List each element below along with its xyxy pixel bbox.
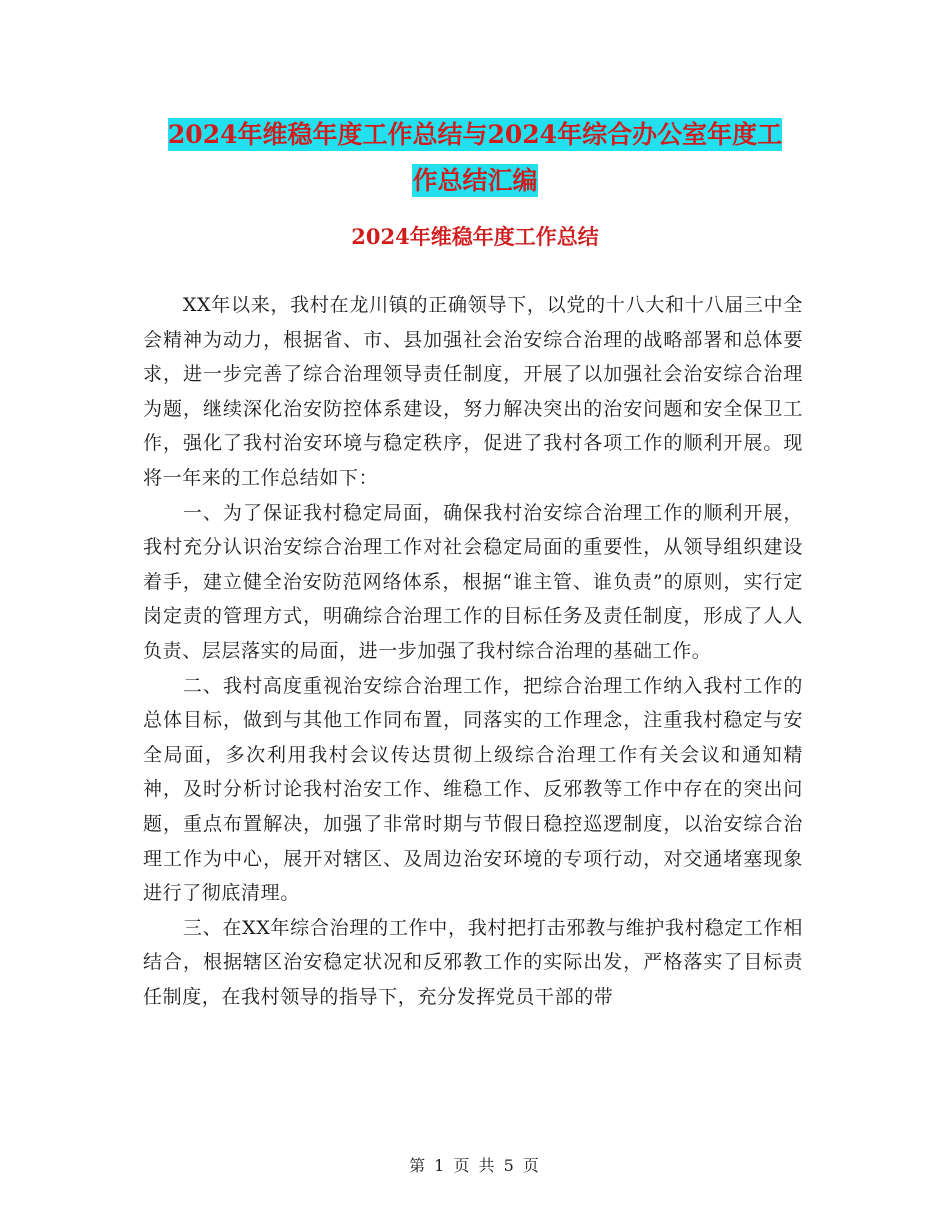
title-line-2: 作总结汇编 [412,166,538,195]
paragraph-intro: XX年以来，我村在龙川镇的正确领导下，以党的十八大和十八届三中全会精神为动力，根据省、市、县加强社会治安综合治理的战略部署和总体要求，进一步完善了综合治理领导责任制度，开展了以加强社会治安综合治理为题，继续深化治安防控体系建设，努力解决突出的治安问题和安全保卫工作，强化了我村治安环境与稳定秩序，促进了我村各项工作的顺利开展。现将一年来的工作总结如下： [143,294,803,489]
paragraph-2: 二、我村高度重视治安综合治理工作，把综合治理工作纳入我村工作的总体目标，做到与其他工作同布置，同落实的工作理念，注重我村稳定与安全局面，多次利用我村会议传达贯彻上级综合治理工作有关会议和通知精神，及时分析讨论我村治安工作、维稳工作、反邪教等工作中存在的突出问题，重点布置解决，加强了非常时期与节假日稳控巡逻制度，以治安综合治理工作为中心，展开对辖区、及周边治安环境的专项行动，对交通堵塞现象进行了彻底清理。 [143,674,803,905]
document-title [140,112,810,204]
page-number-footer: 第 1 页 共 5 页 [409,1156,541,1175]
paragraph-3: 三、在XX年综合治理的工作中，我村把打击邪教与维护我村稳定工作相结合，根据辖区治安稳定状况和反邪教工作的实际出发，严格落实了目标责任制度，在我村领导的指导下，充分发挥党员干部的带 [143,916,803,1008]
title-line-1: 2024年维稳年度工作总结与2024年综合办公室年度工 [167,120,783,149]
section-title: 2024年维稳年度工作总结 [351,224,599,249]
paragraph-1: 一、为了保证我村稳定局面，确保我村治安综合治理工作的顺利开展，我村充分认识治安综合治理工作对社会稳定局面的重要性，从领导组织建设着手，建立健全治安防范网络体系，根据“谁主管、谁负责”的原则，实行定岗定责的管理方式，明确综合治理工作的目标任务及责任制度，形成了人人负责、层层落实的局面，进一步加强了我村综合治理的基础工作。 [143,501,803,662]
document-body [143,288,803,1014]
